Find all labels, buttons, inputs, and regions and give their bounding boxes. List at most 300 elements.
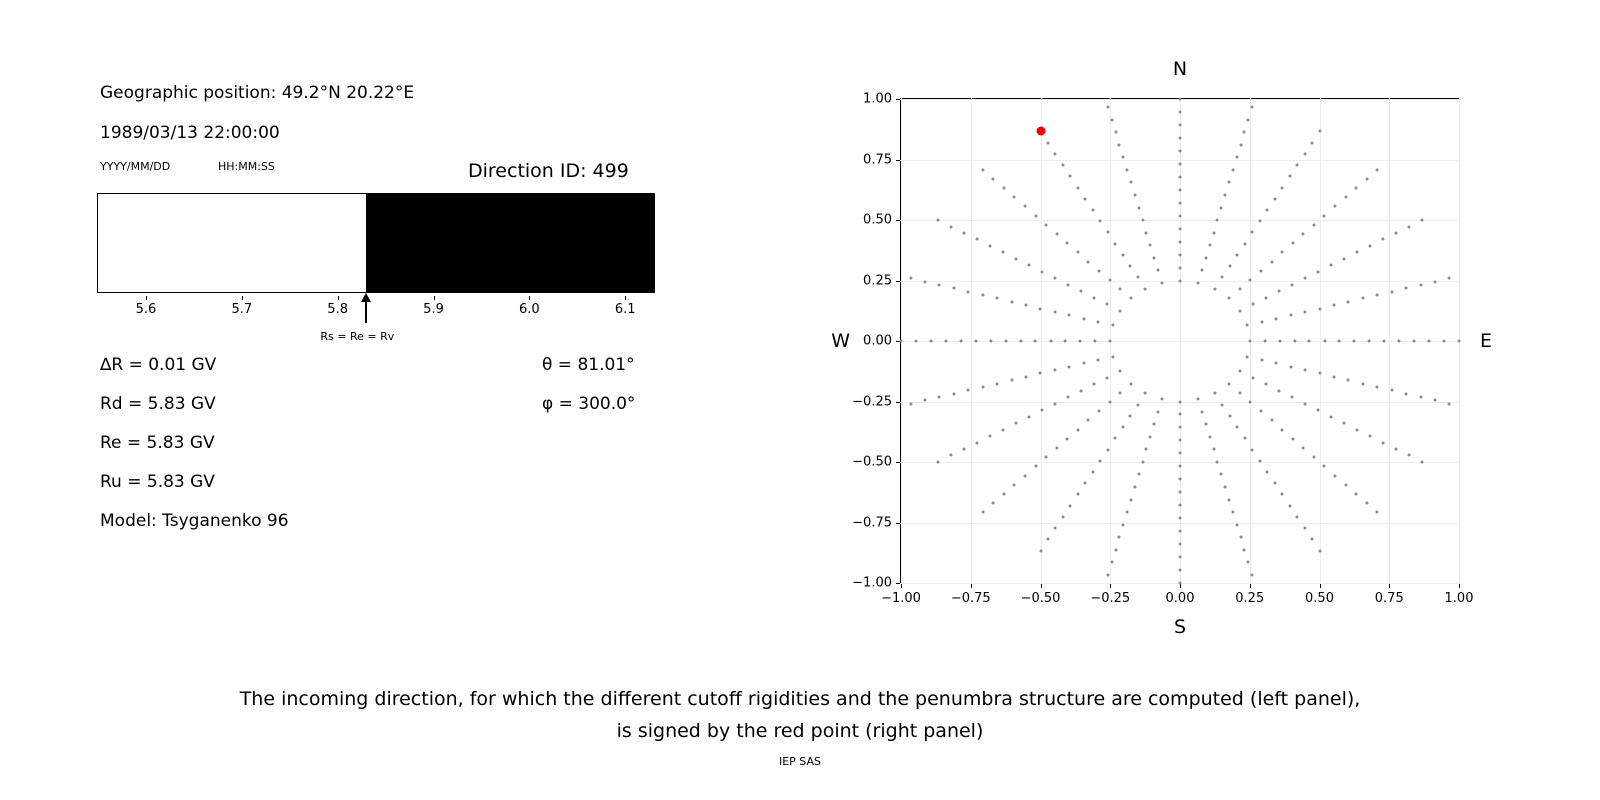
direction-dot xyxy=(1076,428,1079,431)
direction-dot xyxy=(1129,498,1132,501)
direction-dot xyxy=(1419,395,1422,398)
direction-dot xyxy=(1200,410,1203,413)
direction-dot xyxy=(1133,193,1136,196)
direction-dot xyxy=(1368,340,1371,343)
direction-dot xyxy=(1291,283,1294,286)
direction-dot xyxy=(1066,396,1069,399)
direction-dot xyxy=(1023,474,1026,477)
direction-dot xyxy=(1376,168,1379,171)
sky-y-tickmark xyxy=(896,220,900,221)
direction-dot xyxy=(1049,340,1052,343)
direction-dot xyxy=(1266,470,1269,473)
direction-dot xyxy=(1208,436,1211,439)
direction-dot xyxy=(1084,482,1087,485)
direction-dot xyxy=(981,385,984,388)
gridline-horizontal xyxy=(900,523,1460,524)
sky-x-tick-label: −0.25 xyxy=(1090,591,1131,606)
direction-dot xyxy=(1231,168,1234,171)
direction-dot xyxy=(1344,196,1347,199)
penumbra-tickmark xyxy=(242,296,243,300)
direction-dot xyxy=(1002,428,1005,431)
direction-dot xyxy=(1053,277,1056,280)
direction-dot xyxy=(1133,486,1136,489)
direction-dot xyxy=(1094,340,1097,343)
direction-dot xyxy=(1302,233,1305,236)
direction-dot xyxy=(1025,304,1028,307)
direction-dot xyxy=(1318,372,1321,375)
direction-dot xyxy=(1110,118,1113,121)
direction-dot xyxy=(1303,152,1306,155)
direction-dot xyxy=(1239,143,1242,146)
direction-dot xyxy=(1204,256,1207,259)
direction-dot xyxy=(1260,410,1263,413)
sky-x-tickmark xyxy=(1320,584,1321,588)
sky-x-tickmark xyxy=(901,584,902,588)
direction-dot xyxy=(1014,422,1017,425)
direction-dot xyxy=(1179,136,1182,139)
direction-dot xyxy=(976,441,979,444)
direction-dot xyxy=(1266,209,1269,212)
direction-dot xyxy=(1224,486,1227,489)
direction-dot xyxy=(1145,448,1148,451)
direction-dot xyxy=(1179,504,1182,507)
compass-label-east: E xyxy=(1480,330,1493,352)
direction-dot xyxy=(1288,175,1291,178)
penumbra-tickmark xyxy=(625,296,626,300)
direction-dot xyxy=(1419,284,1422,287)
direction-dot xyxy=(1097,410,1100,413)
direction-dot xyxy=(1179,123,1182,126)
direction-dot xyxy=(989,435,992,438)
direction-dot xyxy=(1258,220,1261,223)
direction-dot xyxy=(1353,340,1356,343)
direction-dot xyxy=(1323,465,1326,468)
direction-dot xyxy=(1179,279,1182,282)
left-panel xyxy=(0,0,760,660)
direction-dot xyxy=(1231,511,1234,514)
direction-dot xyxy=(1332,375,1335,378)
direction-dot xyxy=(1179,98,1182,101)
penumbra-tick-label: 6.0 xyxy=(519,302,540,317)
direction-dot xyxy=(1323,340,1326,343)
param-rd: Rd = 5.83 GV xyxy=(100,394,216,414)
direction-dot xyxy=(1149,243,1152,246)
direction-dot xyxy=(1376,294,1379,297)
direction-dot xyxy=(1246,355,1249,358)
direction-dot xyxy=(1097,269,1100,272)
direction-dot xyxy=(1251,231,1254,234)
direction-dot xyxy=(937,461,940,464)
sky-x-tick-label: 0.50 xyxy=(1305,591,1334,606)
direction-dot xyxy=(1405,287,1408,290)
direction-dot xyxy=(1278,290,1281,293)
sky-x-tickmark xyxy=(1389,584,1390,588)
direction-dot xyxy=(1179,517,1182,520)
caption-line-1: The incoming direction, for which the different cutoff rigidities and the penumbra structure are computed (left panel), xyxy=(239,688,1361,710)
direction-dot xyxy=(1239,536,1242,539)
direction-dot xyxy=(900,340,903,343)
direction-dot xyxy=(1291,242,1294,245)
direction-dot xyxy=(1106,573,1109,576)
penumbra-allowed-band xyxy=(98,194,366,292)
direction-dot xyxy=(950,225,953,228)
direction-dot xyxy=(1114,548,1117,551)
direction-dot xyxy=(1433,280,1436,283)
gridline-horizontal xyxy=(900,462,1460,463)
direction-dot xyxy=(1119,391,1122,394)
direction-dot xyxy=(1228,498,1231,501)
compass-label-north: N xyxy=(1172,58,1188,80)
direction-dot xyxy=(1179,543,1182,546)
sky-x-tick-label: 0.75 xyxy=(1374,591,1404,606)
direction-dot xyxy=(1002,492,1005,495)
direction-dot xyxy=(1066,283,1069,286)
direction-dot xyxy=(938,395,941,398)
penumbra-tick-label: 5.6 xyxy=(135,302,157,317)
gridline-horizontal xyxy=(900,341,1460,342)
direction-dot xyxy=(1045,456,1048,459)
direction-dot xyxy=(1265,296,1268,299)
direction-dot xyxy=(1332,304,1335,307)
direction-dot xyxy=(1111,324,1114,327)
direction-dot xyxy=(1304,369,1307,372)
sky-y-tick-label: 0.50 xyxy=(863,212,892,228)
direction-dot xyxy=(1092,383,1095,386)
sky-y-tick-label: 0.75 xyxy=(863,152,892,167)
direction-dot xyxy=(1368,244,1371,247)
direction-dot xyxy=(1119,288,1122,291)
direction-dot xyxy=(1106,231,1109,234)
direction-dot xyxy=(1066,437,1069,440)
direction-dot xyxy=(944,340,947,343)
direction-dot xyxy=(1376,385,1379,388)
direction-dot xyxy=(1293,340,1296,343)
direction-dot xyxy=(996,297,999,300)
sky-x-tickmark xyxy=(1180,584,1181,588)
direction-dot xyxy=(981,511,984,514)
direction-dot xyxy=(1010,379,1013,382)
direction-dot xyxy=(1002,187,1005,190)
param-model: Model: Tsyganenko 96 xyxy=(100,511,289,531)
direction-dot xyxy=(992,178,995,181)
direction-dot xyxy=(1316,270,1319,273)
direction-dot xyxy=(1118,143,1121,146)
direction-dot xyxy=(1034,214,1037,217)
direction-dot xyxy=(1251,448,1254,451)
direction-dot xyxy=(1278,340,1281,343)
direction-dot xyxy=(1179,253,1182,256)
direction-dot xyxy=(1310,141,1313,144)
sky-x-tick-label: −0.50 xyxy=(1020,591,1061,606)
direction-dot xyxy=(1144,287,1147,290)
sky-x-tickmark xyxy=(1459,584,1460,588)
direction-dot xyxy=(1157,269,1160,272)
direction-dot xyxy=(1179,227,1182,230)
direction-dot xyxy=(1247,561,1250,564)
direction-dot xyxy=(952,287,955,290)
direction-dot xyxy=(1055,446,1058,449)
direction-dot xyxy=(1228,181,1231,184)
direction-dot xyxy=(1179,556,1182,559)
direction-dot xyxy=(1246,324,1249,327)
direction-dot xyxy=(974,340,977,343)
direction-dot xyxy=(1137,473,1140,476)
sky-y-tick-label: −1.00 xyxy=(852,575,892,591)
direction-dot xyxy=(1273,482,1276,485)
direction-dot xyxy=(1141,218,1144,221)
direction-dot xyxy=(1296,164,1299,167)
direction-dot xyxy=(1041,409,1044,412)
direction-dot xyxy=(1047,141,1050,144)
direction-dot xyxy=(1275,362,1278,365)
direction-dot xyxy=(996,382,999,385)
caption-line-2: is signed by the red point (right panel) xyxy=(616,720,984,742)
direction-dot xyxy=(1076,493,1079,496)
direction-dot xyxy=(1179,582,1182,585)
direction-dot xyxy=(1291,396,1294,399)
sky-y-tickmark xyxy=(896,583,900,584)
direction-dot xyxy=(1126,511,1129,514)
direction-dot xyxy=(1068,365,1071,368)
direction-dot xyxy=(1381,441,1384,444)
direction-dot xyxy=(1118,370,1121,373)
direction-dot xyxy=(967,290,970,293)
direction-dot xyxy=(1249,401,1252,404)
direction-dot xyxy=(1334,205,1337,208)
penumbra-tickmark xyxy=(338,296,339,300)
direction-dot xyxy=(1303,527,1306,530)
direction-dot xyxy=(1118,309,1121,312)
rs-equality-label: Rs = Re = Rv xyxy=(320,330,395,343)
direction-dot xyxy=(989,340,992,343)
direction-dot xyxy=(1092,296,1095,299)
direction-dot xyxy=(1428,340,1431,343)
datetime-label: 1989/03/13 22:00:00 xyxy=(100,123,280,143)
direction-dot xyxy=(1448,402,1451,405)
direction-dot xyxy=(1082,317,1085,320)
direction-dot xyxy=(1179,452,1182,455)
gridline-horizontal xyxy=(900,220,1460,221)
direction-dot xyxy=(1405,392,1408,395)
direction-dot xyxy=(1281,493,1284,496)
direction-dot xyxy=(1069,175,1072,178)
direction-dot xyxy=(1149,436,1152,439)
direction-dot xyxy=(937,219,940,222)
geographic-position-label: Geographic position: 49.2°N 20.22°E xyxy=(100,83,415,103)
direction-dot xyxy=(952,392,955,395)
direction-dot xyxy=(1275,317,1278,320)
sky-x-tickmark xyxy=(1041,584,1042,588)
direction-dot xyxy=(1039,372,1042,375)
direction-dot xyxy=(1304,277,1307,280)
direction-dot xyxy=(1273,197,1276,200)
direction-dot xyxy=(1394,448,1397,451)
direction-dot xyxy=(1243,437,1246,440)
direction-dot xyxy=(1312,456,1315,459)
direction-dot xyxy=(1251,573,1254,576)
direction-dot xyxy=(963,448,966,451)
direction-dot xyxy=(967,389,970,392)
figure-caption xyxy=(0,683,1600,747)
direction-dot xyxy=(1355,187,1358,190)
direction-dot xyxy=(1243,242,1246,245)
direction-dot xyxy=(1010,300,1013,303)
direction-dot xyxy=(1304,310,1307,313)
credit-label: IEP SAS xyxy=(778,755,822,768)
direction-dot xyxy=(1281,428,1284,431)
direction-dot xyxy=(1224,193,1227,196)
direction-dot xyxy=(1383,340,1386,343)
direction-dot xyxy=(963,231,966,234)
direction-dot xyxy=(1076,186,1079,189)
direction-dot xyxy=(1216,218,1219,221)
direction-dot xyxy=(1129,265,1132,268)
direction-dot xyxy=(1091,470,1094,473)
direction-dot xyxy=(1114,437,1117,440)
direction-dot xyxy=(909,402,912,405)
direction-dot xyxy=(1243,548,1246,551)
direction-dot xyxy=(1252,303,1255,306)
direction-dot xyxy=(1318,307,1321,310)
direction-dot xyxy=(1160,398,1163,401)
direction-dot xyxy=(1054,152,1057,155)
direction-dot xyxy=(1407,225,1410,228)
direction-dot xyxy=(981,294,984,297)
direction-dot xyxy=(1126,168,1129,171)
direction-dot xyxy=(1368,435,1371,438)
direction-dot xyxy=(1019,340,1022,343)
direction-dot xyxy=(1055,233,1058,236)
param-delta-r: ∆R = 0.01 GV xyxy=(100,355,217,375)
direction-dot xyxy=(1106,106,1109,109)
direction-dot xyxy=(1442,340,1445,343)
direction-dot xyxy=(1121,253,1124,256)
direction-dot xyxy=(1212,231,1215,234)
sky-y-tickmark xyxy=(896,402,900,403)
direction-dot xyxy=(992,501,995,504)
direction-dot xyxy=(1448,277,1451,280)
sky-y-tickmark xyxy=(896,281,900,282)
direction-dot xyxy=(1110,561,1113,564)
direction-dot xyxy=(1252,376,1255,379)
direction-dot xyxy=(1260,269,1263,272)
direction-dot xyxy=(1200,269,1203,272)
selected-direction-dot xyxy=(1036,127,1045,136)
direction-dot xyxy=(1361,297,1364,300)
sky-y-tick-label: −0.25 xyxy=(852,394,892,409)
direction-dot xyxy=(1108,401,1111,404)
direction-dot xyxy=(1323,214,1326,217)
direction-dot xyxy=(1216,461,1219,464)
direction-dot xyxy=(1239,370,1242,373)
direction-dot xyxy=(1228,414,1231,417)
direction-dot xyxy=(1179,111,1182,114)
sky-x-tickmark xyxy=(971,584,972,588)
direction-dot xyxy=(1027,415,1030,418)
direction-dot xyxy=(1302,446,1305,449)
direction-dot xyxy=(1061,164,1064,167)
direction-dot xyxy=(1213,392,1216,395)
param-ru: Ru = 5.83 GV xyxy=(100,472,215,492)
direction-dot xyxy=(1053,369,1056,372)
direction-dot xyxy=(1082,362,1085,365)
direction-dot xyxy=(1179,478,1182,481)
direction-dot xyxy=(1263,340,1266,343)
direction-dot xyxy=(1079,389,1082,392)
direction-dot xyxy=(959,340,962,343)
sky-y-tickmark xyxy=(896,160,900,161)
direction-dot xyxy=(1160,281,1163,284)
penumbra-forbidden-band xyxy=(366,194,654,292)
penumbra-tick-label: 5.8 xyxy=(327,302,348,317)
direction-dot xyxy=(1249,278,1252,281)
direction-dot xyxy=(1220,473,1223,476)
direction-dot xyxy=(1413,340,1416,343)
direction-dot xyxy=(1129,181,1132,184)
direction-dot xyxy=(1179,465,1182,468)
direction-dot xyxy=(1179,426,1182,429)
direction-dot xyxy=(1023,205,1026,208)
direction-dot xyxy=(1281,251,1284,254)
direction-dot xyxy=(1136,403,1139,406)
direction-dot xyxy=(1047,538,1050,541)
direction-dot xyxy=(1220,206,1223,209)
direction-dot xyxy=(1247,118,1250,121)
sky-x-tick-label: 0.00 xyxy=(1165,591,1195,606)
direction-dot xyxy=(1330,415,1333,418)
direction-dot xyxy=(1105,303,1108,306)
penumbra-chart xyxy=(97,193,655,293)
sky-x-tick-label: −1.00 xyxy=(881,591,921,606)
direction-dot xyxy=(1221,403,1224,406)
direction-dot xyxy=(1365,501,1368,504)
direction-dot xyxy=(1355,492,1358,495)
direction-dot xyxy=(1013,483,1016,486)
direction-dot xyxy=(1039,307,1042,310)
direction-dot xyxy=(938,284,941,287)
sky-map-panel xyxy=(831,58,1493,638)
direction-dot xyxy=(1316,409,1319,412)
direction-dot xyxy=(1236,253,1239,256)
direction-dot xyxy=(1179,214,1182,217)
direction-dot xyxy=(1109,340,1112,343)
direction-dot xyxy=(1153,423,1156,426)
direction-dot xyxy=(1390,389,1393,392)
direction-dot xyxy=(1228,265,1231,268)
direction-dot xyxy=(1179,162,1182,165)
direction-dot xyxy=(1122,156,1125,159)
direction-dot xyxy=(1221,276,1224,279)
direction-dot xyxy=(1136,276,1139,279)
direction-id-label: Direction ID: 499 xyxy=(468,160,629,182)
direction-dot xyxy=(1064,340,1067,343)
direction-dot xyxy=(1079,290,1082,293)
direction-dot xyxy=(1260,321,1263,324)
direction-dot xyxy=(1291,437,1294,440)
direction-dot xyxy=(1365,178,1368,181)
direction-dot xyxy=(1308,340,1311,343)
direction-dot xyxy=(1310,538,1313,541)
direction-dot xyxy=(1179,188,1182,191)
sky-y-tick-label: 0.00 xyxy=(863,333,892,349)
direction-dot xyxy=(1084,197,1087,200)
direction-dot xyxy=(1330,264,1333,267)
direction-dot xyxy=(1288,504,1291,507)
direction-dot xyxy=(1312,223,1315,226)
direction-dot xyxy=(1027,264,1030,267)
direction-dot xyxy=(1343,422,1346,425)
time-format-label: HH:MM:SS xyxy=(218,160,275,173)
